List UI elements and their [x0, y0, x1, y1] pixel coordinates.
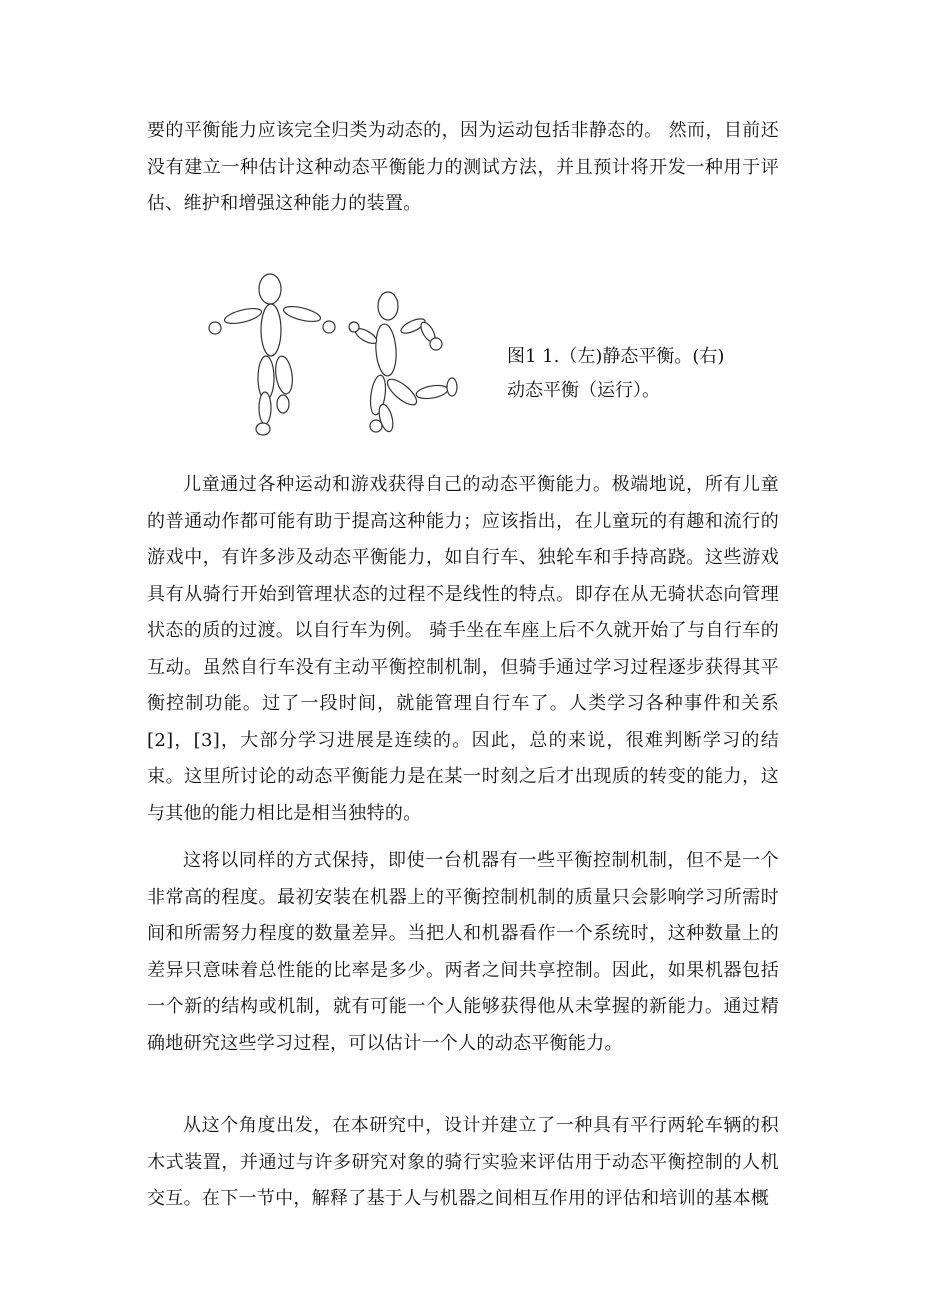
paragraph-children-balance: 儿童通过各种运动和游戏获得自己的动态平衡能力。极端地说，所有儿童的普通动作都可能有助于提高这种能力；应该指出，在儿童玩的有趣和流行的游戏中，有许多涉及动态平衡能力，如自行车、独轮车和手持高跷。这些游戏具有从骑行开始到管理状态的过程不是线性的特点。即存在从无骑状态向管理状态的质的过渡。以自行车为例。 骑手坐在车座上后不久就开始了与自行车的互动。虽然自行车没有主动平衡控制机制，但骑手通过学习过程逐步获得其平衡控制功能。过了一段时间，就能管理自行车了。人类学习各种事件和关系[2]，[3]，大部分学习进展是连续的。因此，总的来说，很难判断学习的结束。这里所讨论的动态平衡能力是在某一时刻之后才出现质的转变的能力，这与其他的能力相比是相当独特的。	[147, 474, 779, 824]
static-torso	[261, 304, 281, 356]
dynamic-torso	[374, 323, 398, 376]
paragraph-intro: 要的平衡能力应该完全归类为动态的，因为运动包括非静态的。 然而，目前还没有建立一种估计这种动态平衡能力的测试方法，并且预计将开发一种用于评估、维护和增强这种能力的装置。	[147, 120, 779, 214]
paragraph-study-overview: 从这个角度出发，在本研究中，设计并建立了一种具有平行两轮车辆的积木式装置，并通过与许多研究对象的骑行实验来评估用于动态平衡控制的人机交互。在下一节中，解释了基于人与机器之间相互作用的评估和培训的基本概	[147, 1115, 779, 1209]
static-left-foot	[256, 423, 270, 435]
figure-caption-line-1: 图1 1.（左)静态平衡。(右)	[507, 346, 725, 367]
static-right-hand	[323, 321, 335, 333]
dynamic-balance-figure	[349, 292, 457, 433]
static-left-shin	[259, 392, 271, 424]
figure-balance-svg	[200, 268, 470, 443]
dynamic-left-foot	[370, 420, 382, 432]
static-right-upper-arm	[282, 304, 322, 325]
static-right-thigh	[273, 355, 294, 395]
static-right-foot	[277, 395, 289, 413]
dynamic-right-shin	[415, 383, 449, 400]
static-balance-figure	[209, 274, 335, 435]
dynamic-head	[378, 292, 398, 320]
figure-caption	[507, 340, 767, 408]
static-left-hand	[209, 322, 221, 334]
figure-balance-illustration	[200, 268, 470, 443]
dynamic-right-thigh	[384, 375, 421, 409]
dynamic-right-foot	[447, 378, 457, 396]
static-left-upper-arm	[223, 306, 263, 327]
paragraph-machine-control: 这将以同样的方式保持，即使一台机器有一些平衡控制机制，但不是一个非常高的程度。最初安装在机器上的平衡控制机制的质量只会影响学习所需时间和所需努力程度的数量差异。当把人和机器看作一个系统时，这种数量上的差异只意味着总性能的比率是多少。两者之间共享控制。因此，如果机器包括一个新的结构或机制，就有可能一个人能够获得他从未掌握的新能力。通过精确地研究这些学习过程，可以估计一个人的动态平衡能力。	[147, 850, 779, 1054]
dynamic-left-hand	[349, 322, 359, 332]
figure-caption-line-2: 动态平衡（运行）。	[507, 380, 660, 401]
static-head	[259, 274, 281, 304]
dynamic-right-hand	[430, 338, 442, 350]
